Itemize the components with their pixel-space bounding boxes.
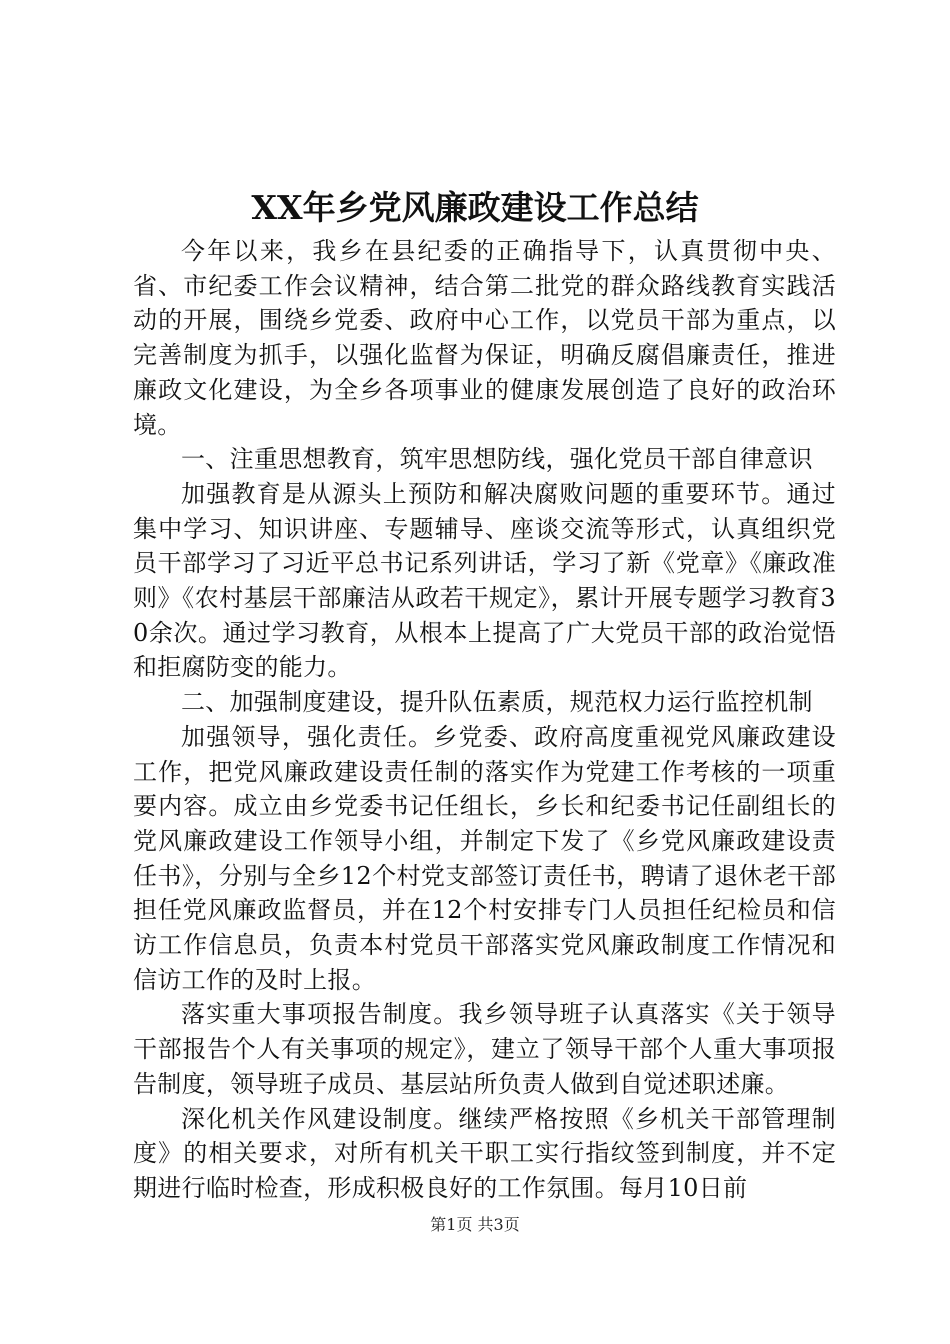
document-body	[133, 234, 836, 1206]
paragraph-reporting: 落实重大事项报告制度。我乡领导班子认真落实《关于领导干部报告个人有关事项的规定》，建立了领导干部个人重大事项报告制度，领导班子成员、基层站所负责人做到自觉述职述廉。	[133, 1000, 836, 1098]
section-heading-2: 二、加强制度建设，提升队伍素质，规范权力运行监控机制	[181, 688, 813, 717]
page-number-footer: 第1页 共3页	[430, 1215, 520, 1234]
paragraph-education: 加强教育是从源头上预防和解决腐败问题的重要环节。通过集中学习、知识讲座、专题辅导、座谈交流等形式，认真组织党员干部学习了习近平总书记系列讲话，学习了新《党章》《廉政准则》《农村基层干部廉洁从政若干规定》，累计开展专题学习教育30余次。通过学习教育，从根本上提高了广大党员干部的政治觉悟和拒腐防变的能力。	[133, 479, 836, 682]
paragraph-intro: 今年以来，我乡在县纪委的正确指导下，认真贯彻中央、省、市纪委工作会议精神，结合第二批党的群众路线教育实践活动的开展，围绕乡党委、政府中心工作，以党员干部为重点，以完善制度为抓手，以强化监督为保证，明确反腐倡廉责任，推进廉政文化建设，为全乡各项事业的健康发展创造了良好的政治环境。	[133, 237, 836, 439]
paragraph-leadership: 加强领导，强化责任。乡党委、政府高度重视党风廉政建设工作，把党风廉政建设责任制的落实作为党建工作考核的一项重要内容。成立由乡党委书记任组长，乡长和纪委书记任副组长的党风廉政建设工作领导小组，并制定下发了《乡党风廉政建设责任书》，分别与全乡12个村党支部签订责任书，聘请了退休老干部担任党风廉政监督员，并在12个村安排专门人员担任纪检员和信访工作信息员，负责本村党员干部落实党风廉政制度工作情况和信访工作的及时上报。	[133, 722, 836, 994]
section-heading-1: 一、注重思想教育，筑牢思想防线，强化党员干部自律意识	[181, 445, 813, 474]
paragraph-work-style: 深化机关作风建设制度。继续严格按照《乡机关干部管理制度》的相关要求，对所有机关干职工实行指纹签到制度，并不定期进行临时检查，形成积极良好的工作氛围。每月10日前	[133, 1104, 836, 1202]
document-title: XX年乡党风廉政建设工作总结	[251, 188, 699, 227]
